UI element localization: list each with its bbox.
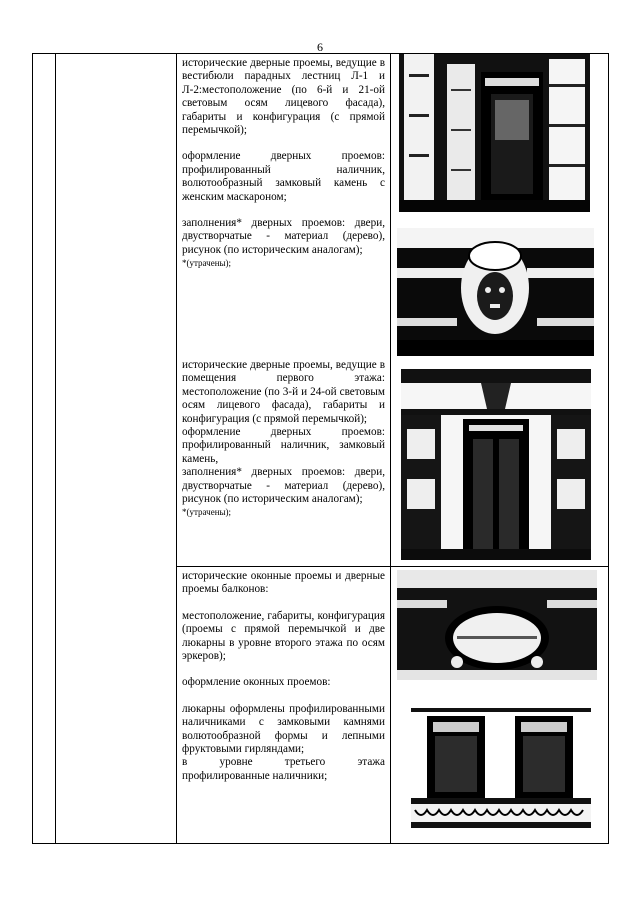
- photo-first-floor-door: [401, 369, 591, 560]
- row-1-description: [182, 57, 385, 269]
- row-3-paragraph-1: исторические оконные проемы и дверные проемы балконов:: [182, 570, 385, 596]
- row-2-paragraph-1: исторические дверные проемы, ведущие в помещения первого этажа: местоположение (по 3-й и 24-ой световым осям лицевого фасада), габариты и конфигурация (с прямой перемычкой);: [182, 359, 385, 425]
- row-3-paragraph-5: в уровне третьего этажа профилированные наличники;: [182, 756, 385, 782]
- photo-entrance-door: [399, 54, 590, 212]
- row-1-paragraph-3: заполнения* дверных проемов: двери, двустворчатые - материал (дерево), рисунок (по историческим аналогам);: [182, 217, 385, 256]
- row-divider: [176, 566, 608, 567]
- row-3-description: [182, 570, 385, 783]
- row-2-paragraph-2: оформление дверных проемов: профилированный наличник, замковый камень,: [182, 426, 385, 465]
- row-1-note: *(утрачены);: [182, 258, 232, 269]
- column-divider: [55, 54, 56, 843]
- photo-oval-lucarne: [397, 570, 597, 680]
- row-2-description: [182, 359, 385, 518]
- photo-mascaron-keystone: [397, 228, 594, 356]
- page-number: 6: [317, 40, 323, 54]
- row-3-paragraph-4: люкарны оформлены профилированными наличниками с замковыми камнями волютообразной формы и лепными фруктовыми гирляндами;: [182, 702, 385, 756]
- row-1-paragraph-2: оформление дверных проемов: профилированный наличник, волютообразный замковый камень с женским маскароном;: [182, 150, 385, 203]
- row-3-paragraph-3: оформление оконных проемов:: [182, 676, 331, 689]
- row-2-note: *(утрачены);: [182, 507, 232, 518]
- photo-third-floor-windows: [411, 700, 591, 828]
- column-divider: [390, 54, 391, 843]
- row-2-paragraph-3: заполнения* дверных проемов: двери, двустворчатые - материал (дерево), рисунок (по историческим аналогам);: [182, 466, 385, 506]
- row-3-paragraph-2: местоположение, габариты, конфигурация (проемы с прямой перемычкой и две люкарны в уровне второго этажа по осям эркеров);: [182, 609, 385, 663]
- column-divider: [176, 54, 177, 843]
- row-1-paragraph-1: исторические дверные проемы, ведущие в вестибюли парадных лестниц Л-1 и Л-2:местоположение (по 6-й и 21-ой световым осям лицевого фасада), габариты и конфигурация (с прямой перемычкой);: [182, 57, 385, 137]
